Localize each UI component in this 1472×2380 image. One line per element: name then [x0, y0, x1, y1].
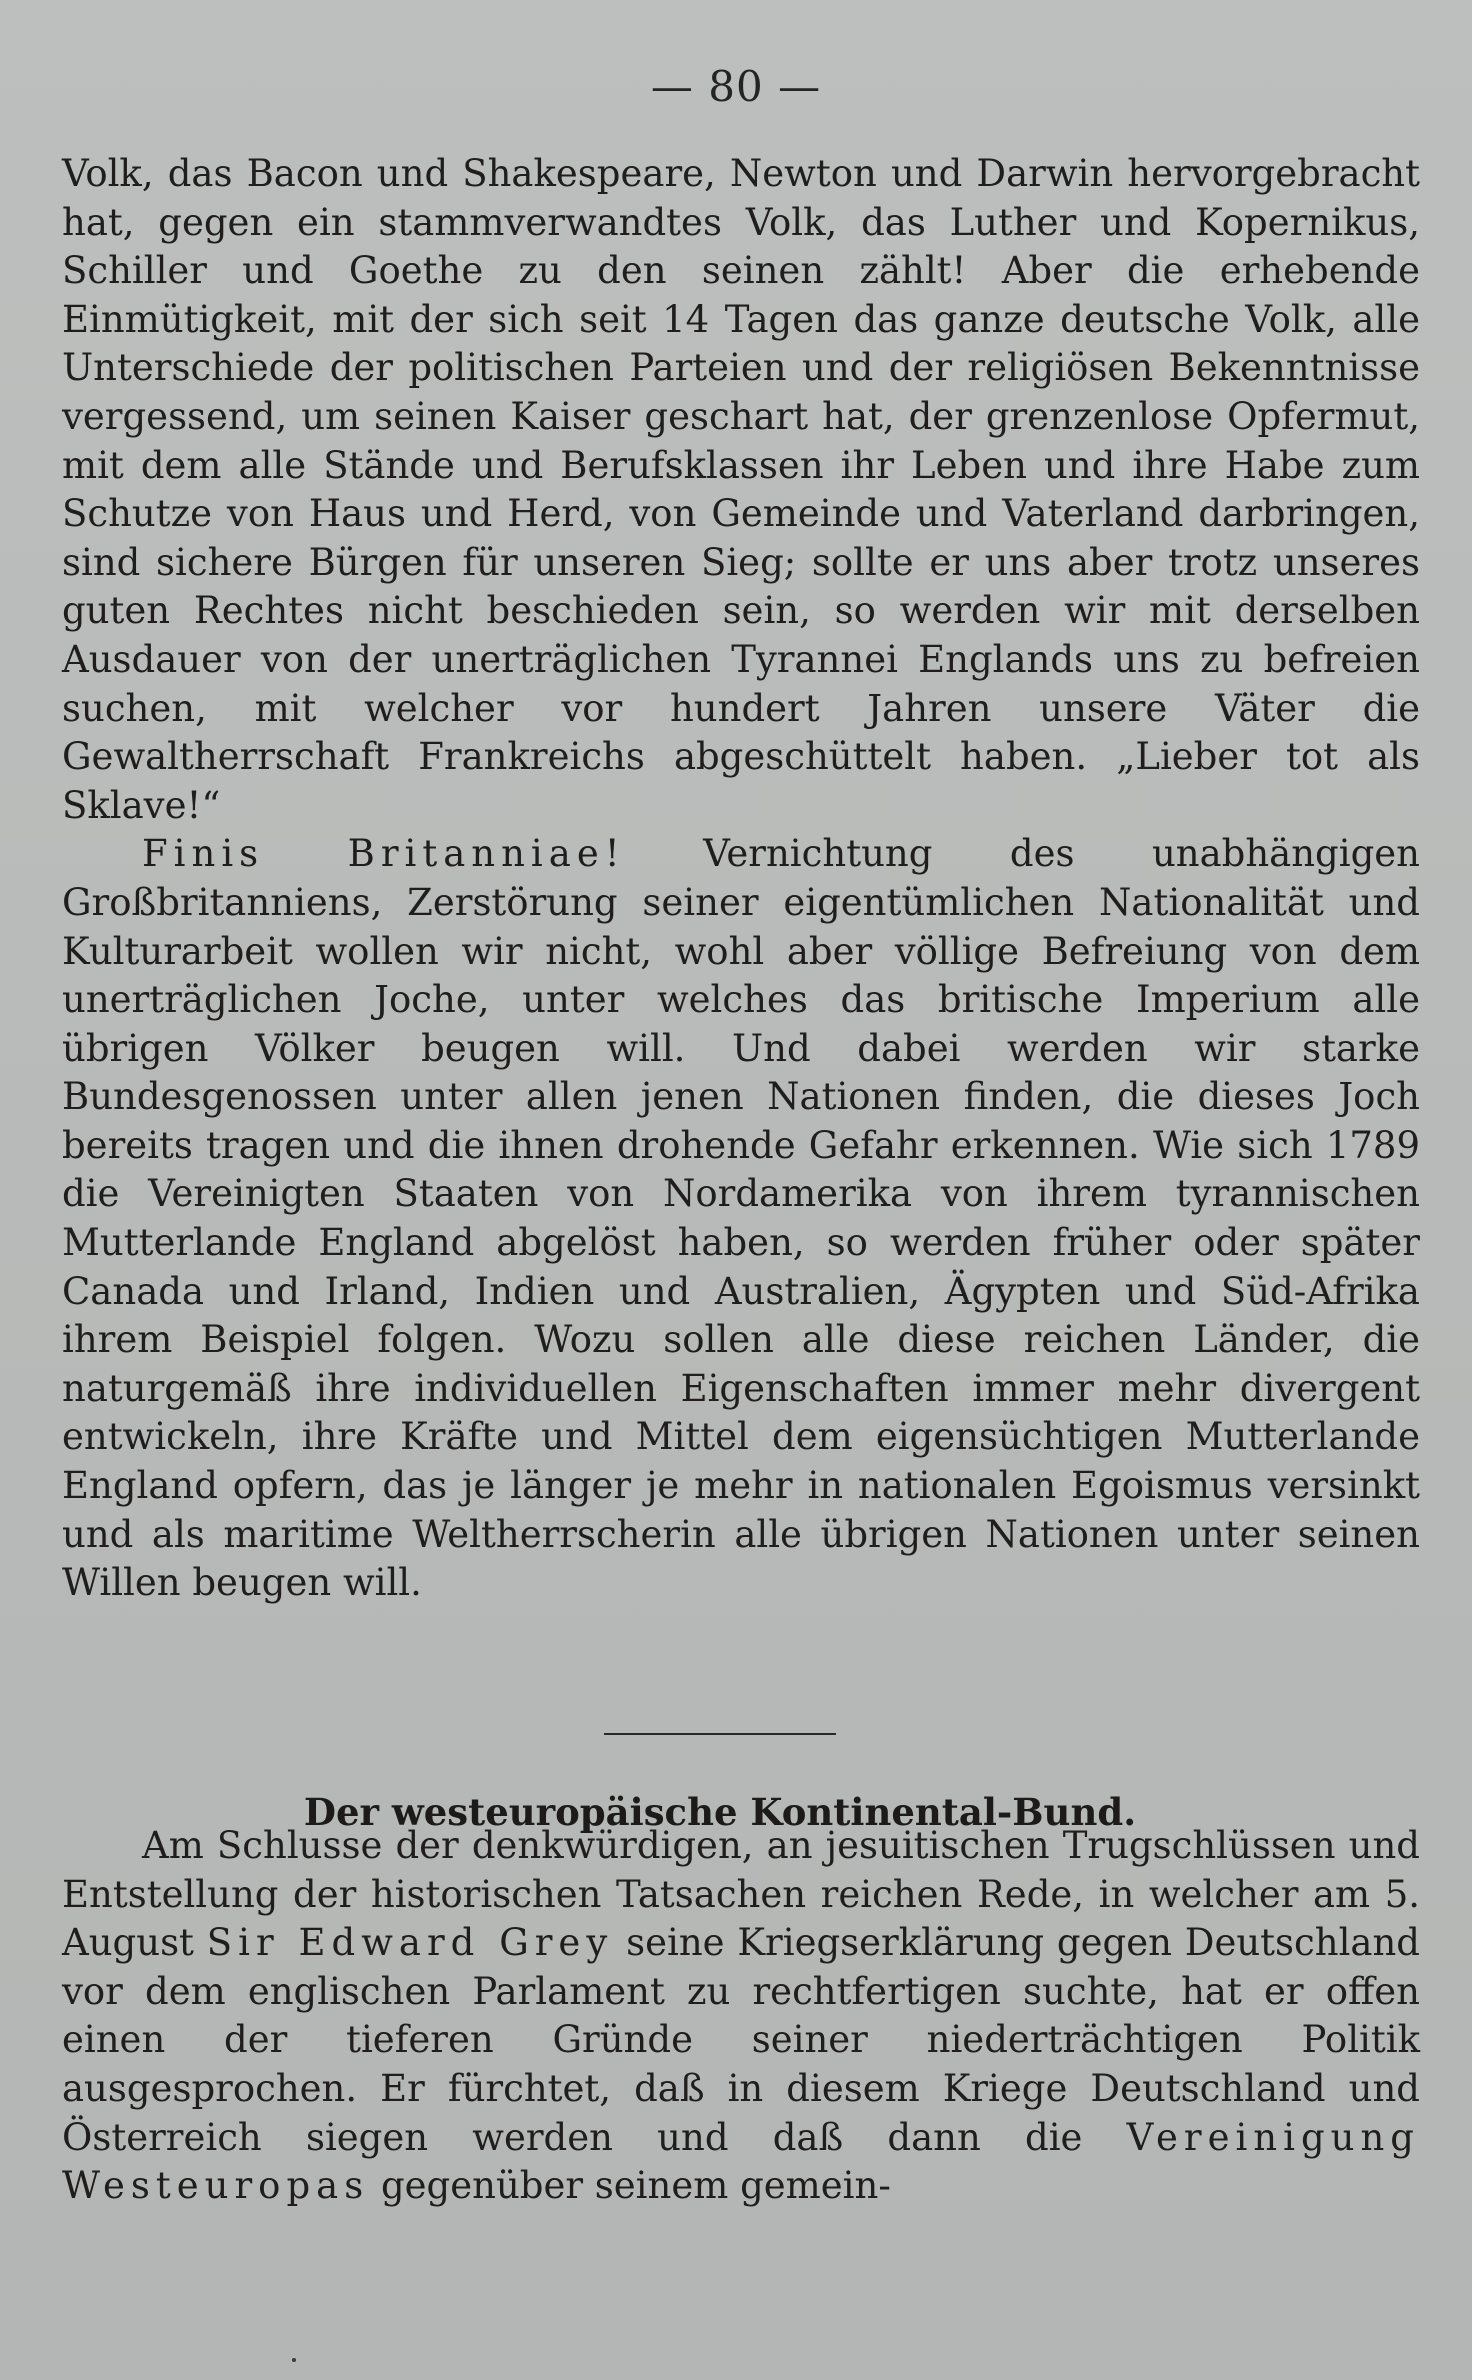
- spaced-name-edward-grey: Sir Edward Grey: [206, 1921, 614, 1965]
- spaced-term-vereinigung: Vereinigung Westeuropas: [62, 2115, 1420, 2208]
- print-speck: [292, 2358, 296, 2362]
- page-number: — 80 —: [650, 62, 822, 111]
- spaced-phrase-finis-britanniae: Finis Britanniae!: [142, 832, 626, 876]
- section-heading: Der westeuropäische Kontinental-Bund.: [303, 1790, 1137, 1834]
- section-paragraph-end: gegenüber seinem gemein-: [369, 2164, 891, 2208]
- paragraph-finis-britanniae: [62, 830, 1420, 1608]
- section-paragraph: [62, 1822, 1420, 2211]
- body-text-continued: [62, 150, 1420, 1608]
- section-paragraph-middle: seine Kriegserklärung gegen Deutschland vor dem englischen Parlament zu rechtfertigen suchte, hat er offen einen der tieferen Gründe seiner niederträchtigen Politik ausgesprochen. Er fürchtet, daß in diesem Kriege Deutschland und Österreich siegen werden und daß dann die: [62, 1921, 1420, 2159]
- paragraph-continued: Volk, das Bacon und Shakespeare, Newton und Darwin hervorgebracht hat, gegen ein stammverwandtes Volk, das Luther und Kopernikus, Schiller und Goethe zu den seinen zählt! Aber die erhebende Einmütigkeit, mit der sich seit 14 Tagen das ganze deutsche Volk, alle Unterschiede der politischen Parteien und der religiösen Bekenntnisse vergessend, um seinen Kaiser geschart hat, der grenzenlose Opfermut, mit dem alle Stände und Berufsklassen ihr Leben und ihre Habe zum Schutze von Haus und Herd, von Gemeinde und Vaterland darbringen, sind sichere Bürgen für unseren Sieg; sollte er uns aber trotz unseres guten Rechtes nicht beschieden sein, so werden wir mit derselben Ausdauer von der unerträglichen Tyrannei Englands uns zu befreien suchen, mit welcher vor hundert Jahren unsere Väter die Gewaltherrschaft Frankreichs abgeschüttelt haben. „Lieber tot als Sklave!“: [62, 152, 1420, 827]
- section-paragraph-intro: Am Schlusse der denkwürdigen, an jesuitischen Trugschlüssen und Entstellung der historischen Tatsachen reichen Rede, in welcher am 5. August: [62, 1824, 1420, 1965]
- section-divider: [604, 1733, 836, 1735]
- paragraph-finis-britanniae-text: Vernichtung des unabhängigen Großbritanniens, Zerstörung seiner eigentümlichen Nationalität und Kulturarbeit wollen wir nicht, wohl aber völlige Befreiung von dem unerträglichen Joche, unter welches das britische Imperium alle übrigen Völker beugen will. Und dabei werden wir starke Bundesgenossen unter allen jenen Nationen finden, die dieses Joch bereits tragen und die ihnen drohende Gefahr erkennen. Wie sich 1789 die Vereinigten Staaten von Nordamerika von ihrem tyrannischen Mutterlande England abgelöst haben, so werden früher oder später Canada und Irland, Indien und Australien, Ägypten und Süd-Afrika ihrem Beispiel folgen. Wozu sollen alle diese reichen Länder, die naturgemäß ihre individuellen Eigenschaften immer mehr divergent entwickeln, ihre Kräfte und Mittel dem eigensüchtigen Mutterlande England opfern, das je länger je mehr in nationalen Egoismus versinkt und als maritime Weltherrscherin alle übrigen Nationen unter seinen Willen beugen will.: [62, 832, 1420, 1605]
- section-body-text: [62, 1822, 1420, 2211]
